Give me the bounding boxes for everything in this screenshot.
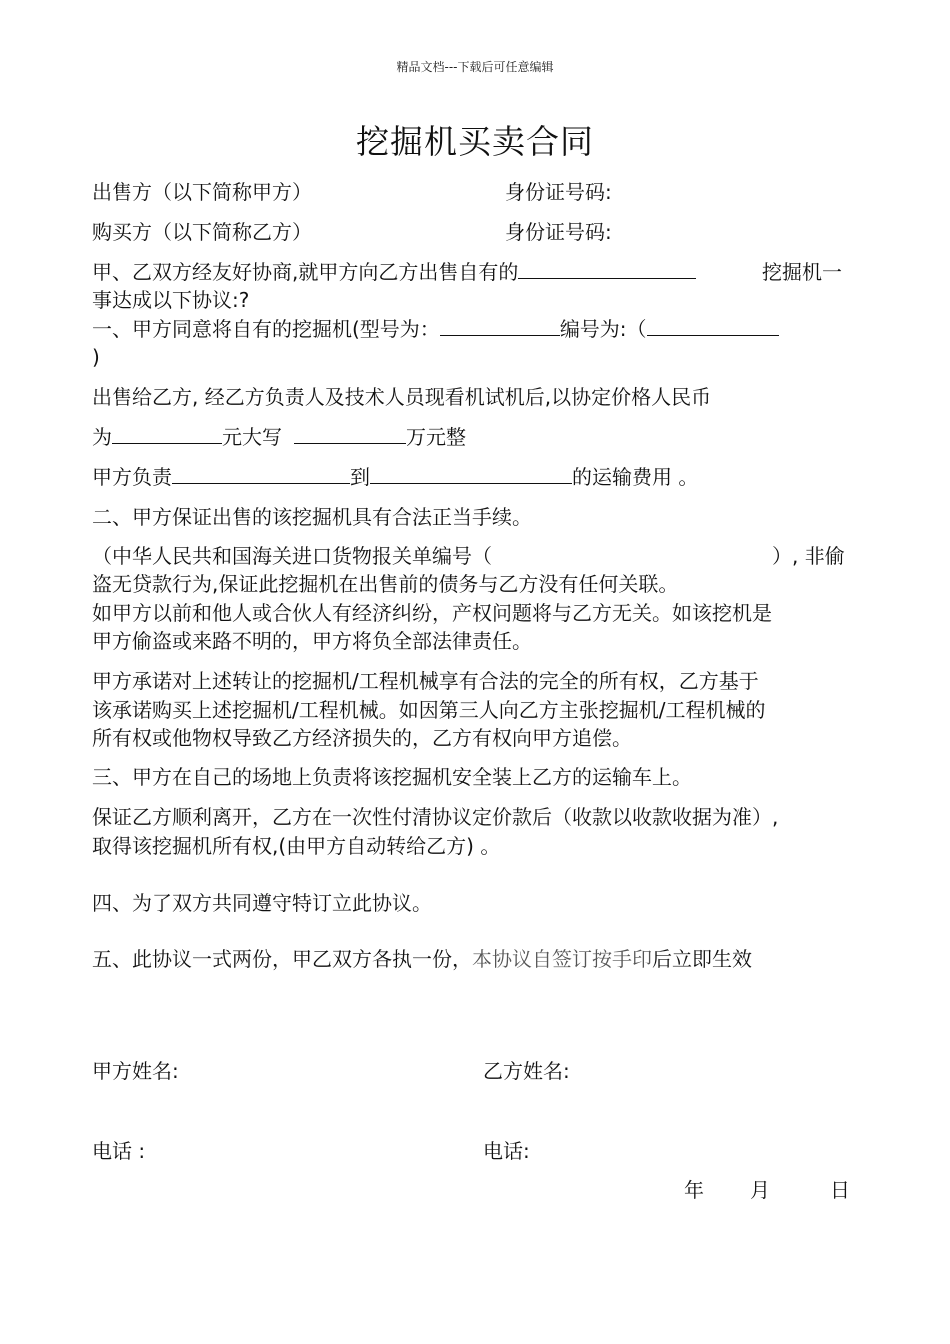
header-note: 精品文档---下载后可任意编辑 bbox=[396, 60, 554, 74]
party-b-name-label: 乙方姓名: bbox=[483, 1059, 570, 1083]
machine-blank bbox=[518, 260, 696, 279]
clause5-line bbox=[92, 945, 752, 973]
clause2-line-5: 甲方偷盗或来路不明的，甲方将负全部法律责任。 bbox=[92, 629, 532, 653]
party-b-phone-label: 电话: bbox=[483, 1139, 530, 1163]
date-day-label: 日 bbox=[830, 1178, 850, 1202]
buyer-id-label: 身份证号码: bbox=[505, 220, 612, 244]
clause1-line-3: 出售给乙方, 经乙方负责人及技术人员现看机试机后,以协定价格人民币 bbox=[92, 385, 712, 409]
clause2-line-1: 二、甲方保证出售的该挖掘机具有合法正当手续。 bbox=[92, 505, 532, 529]
clause4-line-1: 四、为了双方共同遵守特订立此协议。 bbox=[92, 891, 432, 915]
transport-from-blank bbox=[172, 465, 350, 484]
serial-blank bbox=[647, 317, 779, 336]
clause3-line-1: 三、甲方在自己的场地上负责将该挖掘机安全装上乙方的运输车上。 bbox=[92, 765, 692, 789]
date-year-label: 年 bbox=[684, 1178, 704, 1202]
clause3-line-3: 取得该挖掘机所有权,(由甲方自动转给乙方) 。 bbox=[92, 834, 501, 858]
intro-text-1: 甲、乙双方经友好协商,就甲方向乙方出售自有的 bbox=[92, 260, 519, 284]
buyer-label: 购买方（以下简称乙方） bbox=[92, 220, 312, 244]
seller-label: 出售方（以下简称甲方） bbox=[92, 180, 312, 204]
clause2-line-7: 该承诺购买上述挖掘机/工程机械。如因第三人向乙方主张挖掘机/工程机械的 bbox=[92, 698, 766, 722]
model-blank bbox=[440, 317, 560, 336]
price-suffix: 万元整 bbox=[406, 425, 466, 449]
price-uppercase-label: 元大写 bbox=[222, 425, 282, 449]
transport-suffix: 的运输费用 。 bbox=[572, 465, 699, 489]
clause2-customs-text: （中华人民共和国海关进口货物报关单编号（ bbox=[92, 544, 492, 568]
clause1-serial-label: 编号为:（ bbox=[559, 317, 647, 341]
clause2-customs-close: ）, 非偷 bbox=[772, 544, 845, 568]
intro-text-2: 挖掘机一 bbox=[762, 260, 842, 284]
intro-line-1 bbox=[92, 258, 696, 286]
clause5-text-1: 五、此协议一式两份，甲乙双方各执一份， bbox=[92, 947, 472, 971]
clause1-model-label: 一、甲方同意将自有的挖掘机(型号为： bbox=[92, 317, 440, 341]
party-a-phone-label: 电话 : bbox=[92, 1139, 146, 1163]
clause1-line-1 bbox=[92, 315, 779, 343]
clause2-line-8: 所有权或他物权导致乙方经济损失的，乙方有权向甲方追偿。 bbox=[92, 726, 632, 750]
clause2-line-3: 盗无贷款行为,保证此挖掘机在出售前的债务与乙方没有任何关联。 bbox=[92, 572, 679, 596]
clause5-text-3: 后立即生效 bbox=[652, 947, 752, 971]
clause1-price-line bbox=[92, 423, 466, 451]
price-number-blank bbox=[112, 425, 222, 444]
clause3-line-2: 保证乙方顺利离开，乙方在一次性付清协议定价款后（收款以收款收据为准）, bbox=[92, 805, 779, 829]
party-a-name-label: 甲方姓名: bbox=[92, 1059, 179, 1083]
seller-id-label: 身份证号码: bbox=[505, 180, 612, 204]
clause2-line-4: 如甲方以前和他人或合伙人有经济纠纷，产权问题将与乙方无关。如该挖机是 bbox=[92, 601, 772, 625]
price-uppercase-blank bbox=[294, 425, 406, 444]
clause5-text-2: 本协议自签订按手印 bbox=[472, 947, 652, 971]
document-title: 挖掘机买卖合同 bbox=[356, 122, 594, 161]
clause1-close-paren: ) bbox=[92, 345, 100, 369]
clause1-transport-line bbox=[92, 463, 698, 491]
clause2-line-6: 甲方承诺对上述转让的挖掘机/工程机械享有合法的完全的所有权，乙方基于 bbox=[92, 669, 759, 693]
transport-to-label: 到 bbox=[350, 465, 370, 489]
date-month-label: 月 bbox=[750, 1178, 770, 1202]
transport-prefix: 甲方负责 bbox=[92, 465, 172, 489]
transport-to-blank bbox=[370, 465, 572, 484]
intro-line-2: 事达成以下协议:? bbox=[92, 288, 250, 312]
price-prefix: 为 bbox=[92, 425, 112, 449]
